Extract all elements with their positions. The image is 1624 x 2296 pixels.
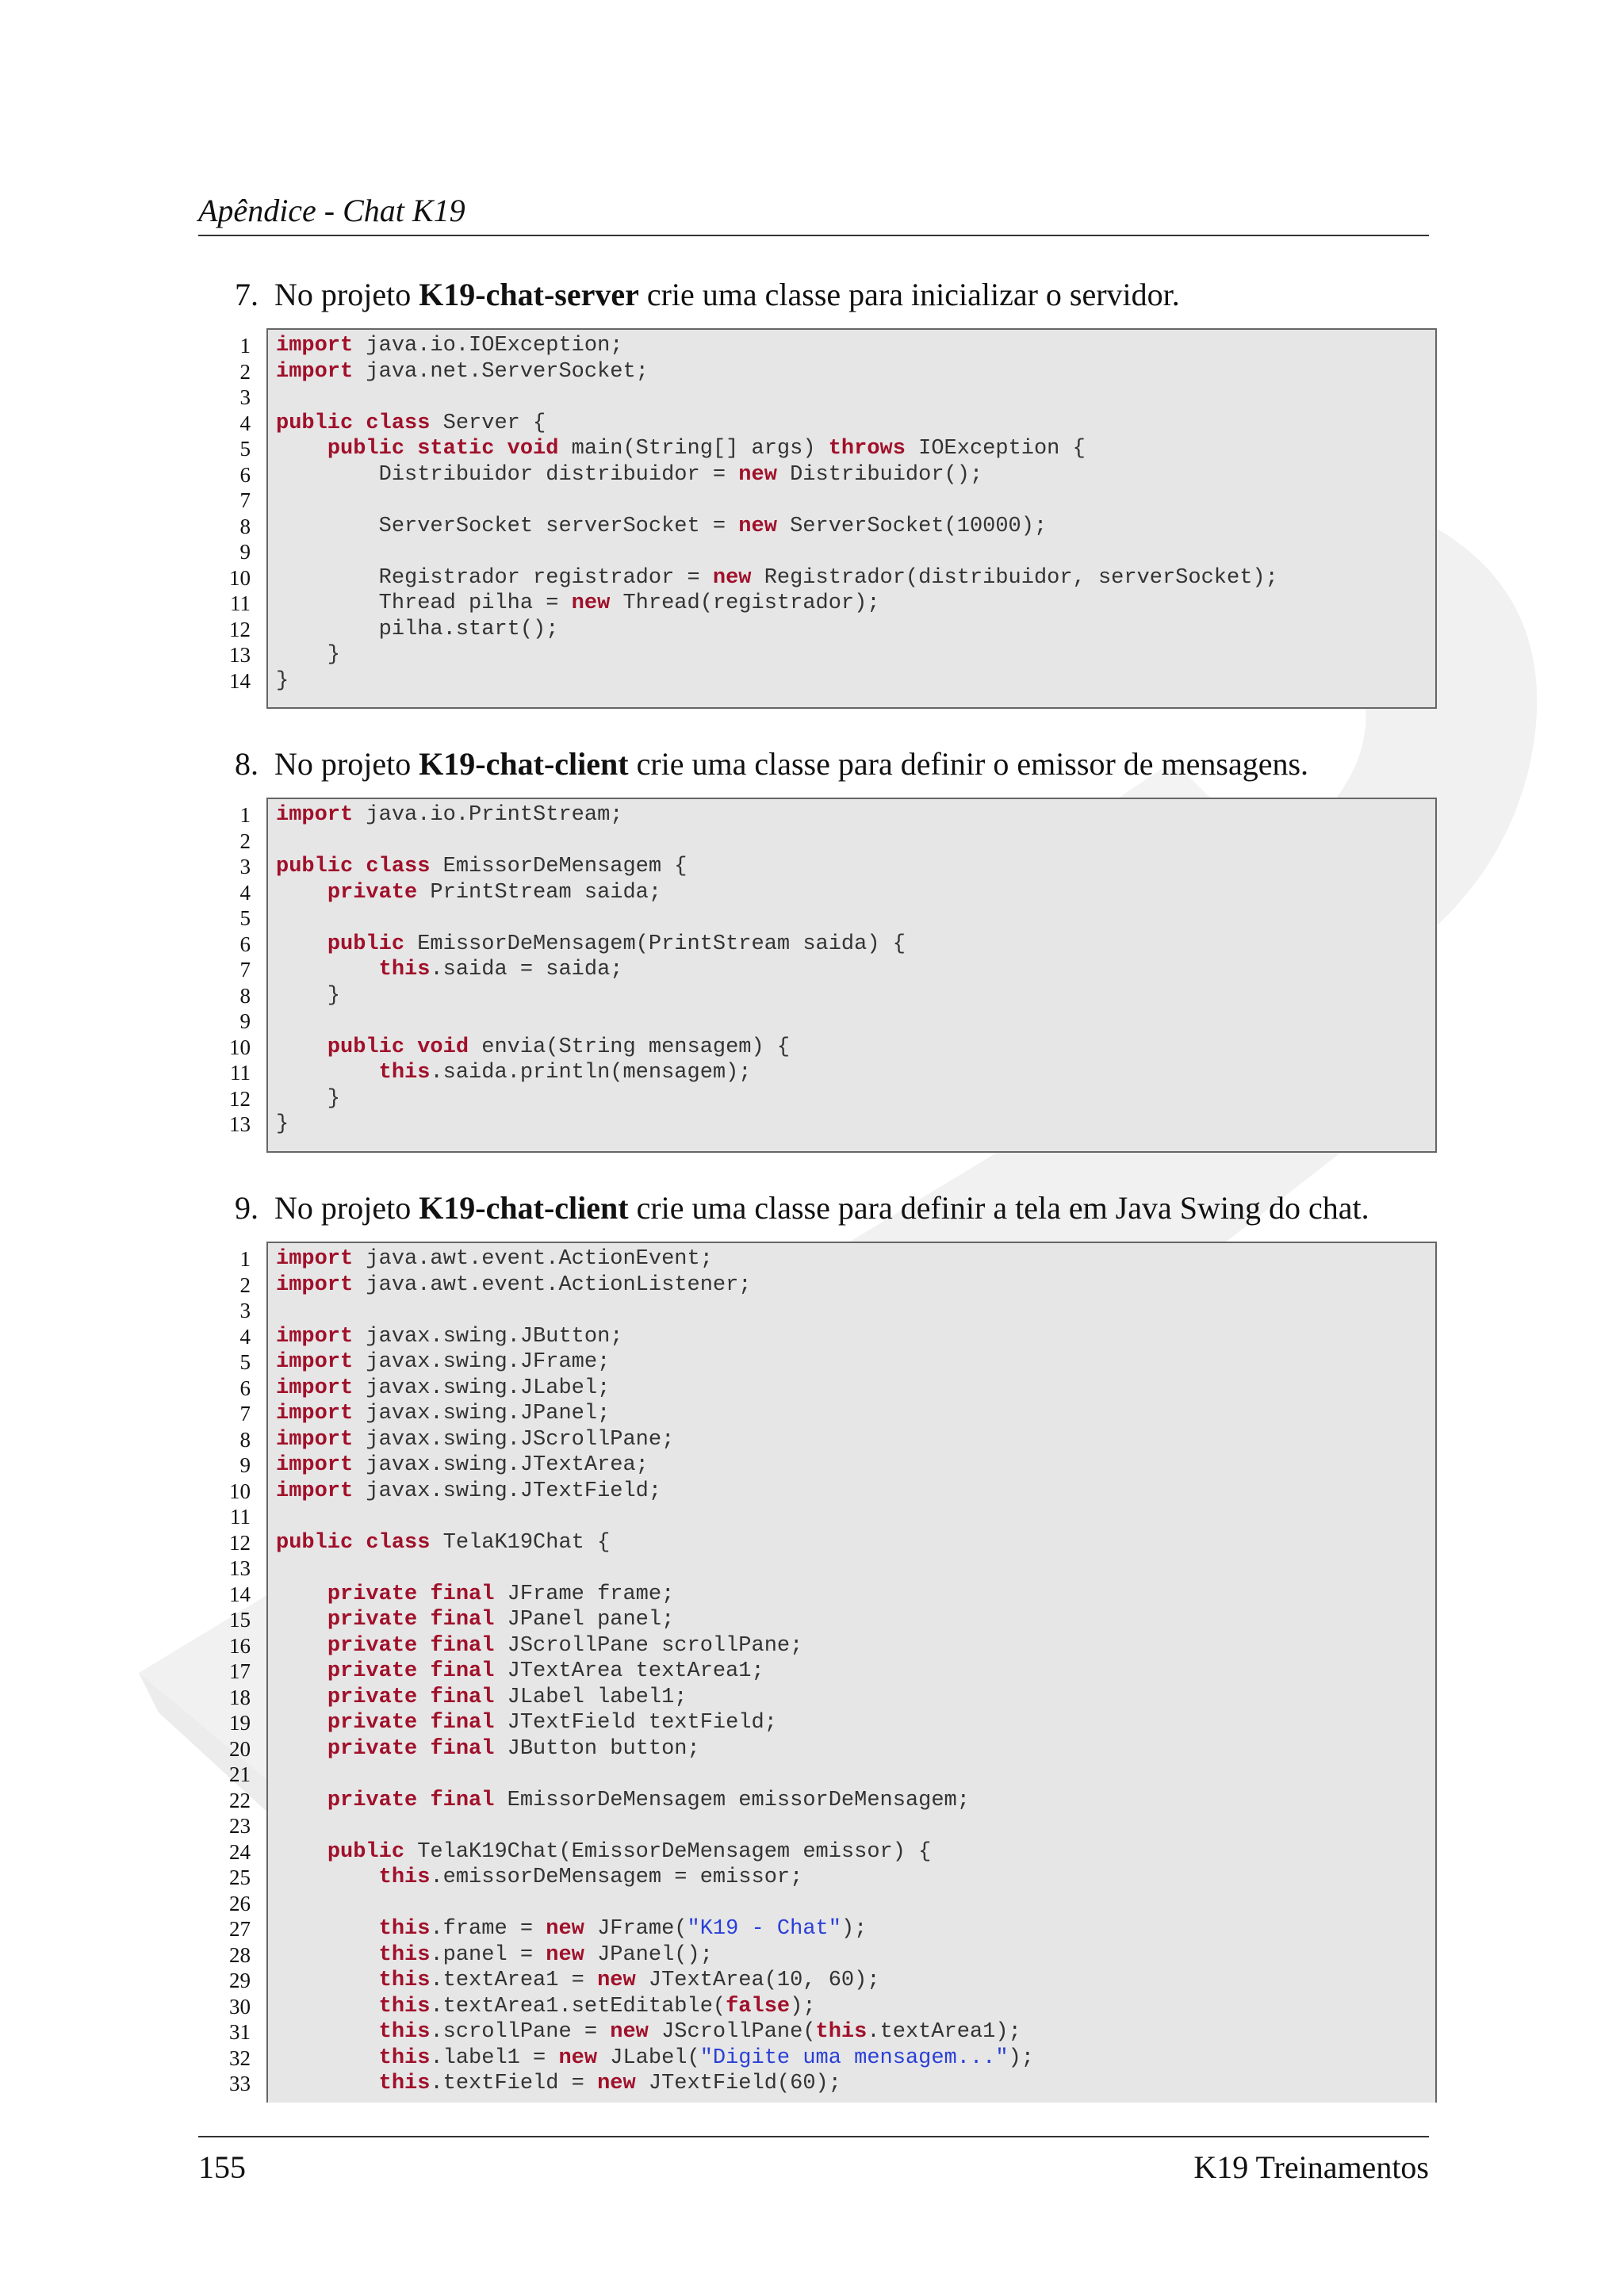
line-number: 8 <box>239 983 251 1008</box>
code-line <box>198 802 1438 828</box>
code-text: ServerSocket serverSocket = new ServerSocket(10000); <box>276 514 1048 538</box>
line-number: 13 <box>229 643 251 667</box>
footer-brand: K19 Treinamentos <box>1193 2149 1429 2185</box>
line-number: 10 <box>229 565 251 590</box>
code-text: public EmissorDeMensagem(PrintStream saida) { <box>327 932 906 956</box>
code-line <box>198 436 1438 462</box>
code-text: private PrintStream saida; <box>327 880 662 905</box>
line-number: 7 <box>239 958 251 982</box>
code-line <box>198 1582 1438 1608</box>
code-text: this.textArea1.setEditable(false); <box>378 1994 816 2019</box>
line-number: 18 <box>229 1685 251 1709</box>
code-text: import javax.swing.JFrame; <box>276 1350 611 1374</box>
item-text-after: crie uma classe para definir o emissor de mensagens. <box>628 746 1309 782</box>
code-line <box>198 1942 1438 1969</box>
code-text: Registrador registrador = new Registrador(distribuidor, serverSocket); <box>276 565 1278 590</box>
code-text: } <box>276 1086 341 1111</box>
code-line <box>198 1246 1438 1272</box>
code-text: this.emissorDeMensagem = emissor; <box>378 1866 803 1889</box>
line-number: 6 <box>239 932 251 956</box>
code-text: } <box>276 983 341 1008</box>
line-number: 15 <box>229 1608 251 1632</box>
running-header: Apêndice - Chat K19 <box>198 193 465 228</box>
code-line <box>198 983 1438 1009</box>
item-project-name: K19-chat-client <box>419 1190 629 1226</box>
line-number: 2 <box>239 1272 251 1297</box>
code-line <box>198 1865 1438 1891</box>
line-number: 23 <box>229 1814 251 1838</box>
page-number: 155 <box>198 2149 246 2185</box>
code-text: import java.awt.event.ActionEvent; <box>276 1247 713 1271</box>
line-number: 17 <box>229 1659 251 1683</box>
code-line <box>198 1556 1438 1582</box>
exercise-item-9 <box>235 1188 1369 1229</box>
item-text-before: No projeto <box>274 277 419 312</box>
code-line <box>198 617 1438 643</box>
code-text: } <box>276 643 341 667</box>
code-text: import javax.swing.JPanel; <box>276 1402 611 1425</box>
line-number: 9 <box>239 1453 251 1477</box>
line-number: 25 <box>229 1866 251 1889</box>
line-number: 30 <box>229 1994 251 2019</box>
line-number: 4 <box>239 880 251 905</box>
code-text: } <box>276 1112 289 1136</box>
code-text: import java.net.ServerSocket; <box>276 359 649 384</box>
code-line <box>198 1060 1438 1086</box>
line-number: 6 <box>239 1376 251 1400</box>
line-number: 32 <box>229 2045 251 2070</box>
code-line <box>198 1376 1438 1402</box>
code-line <box>198 1736 1438 1762</box>
line-number: 16 <box>229 1633 251 1658</box>
code-line <box>198 1427 1438 1453</box>
code-line <box>198 385 1438 411</box>
exercise-item-8 <box>235 744 1308 785</box>
line-number: 28 <box>229 1942 251 1967</box>
code-text: import javax.swing.JLabel; <box>276 1376 611 1400</box>
code-line <box>198 1008 1438 1035</box>
code-line <box>198 1607 1438 1633</box>
line-number: 3 <box>239 385 251 409</box>
line-number: 12 <box>229 1530 251 1555</box>
line-number: 7 <box>239 1402 251 1425</box>
exercise-item-7 <box>235 274 1180 316</box>
line-number: 21 <box>229 1762 251 1786</box>
footer-rule <box>198 2136 1429 2137</box>
code-line <box>198 565 1438 591</box>
code-line <box>198 1762 1438 1788</box>
code-text: Distribuidor distribuidor = new Distribuidor(); <box>276 462 983 487</box>
item-project-name: K19-chat-client <box>419 746 629 782</box>
code-text: public TelaK19Chat(EmissorDeMensagem emissor) { <box>327 1839 932 1864</box>
item-text-before: No projeto <box>274 746 419 782</box>
code-line <box>198 668 1438 695</box>
code-line <box>198 1891 1438 1917</box>
line-number: 1 <box>239 1247 251 1271</box>
code-line <box>198 880 1438 906</box>
code-line <box>198 1086 1438 1112</box>
code-line <box>198 1272 1438 1299</box>
code-line <box>198 1349 1438 1376</box>
code-text: this.textField = new JTextField(60); <box>378 2072 841 2095</box>
line-number: 31 <box>229 2020 251 2044</box>
code-text: private final JLabel label1; <box>327 1685 688 1709</box>
line-number: 4 <box>239 1324 251 1349</box>
item-text-before: No projeto <box>274 1190 419 1226</box>
line-number: 8 <box>239 1427 251 1452</box>
line-number: 33 <box>229 2072 251 2095</box>
item-text-after: crie uma classe para definir a tela em Java Swing do chat. <box>628 1190 1369 1226</box>
code-text: private final EmissorDeMensagem emissorDeMensagem; <box>327 1788 970 1812</box>
code-line <box>198 957 1438 983</box>
code-text: pilha.start(); <box>276 617 559 641</box>
line-number: 4 <box>239 411 251 435</box>
code-line <box>198 359 1438 385</box>
code-line <box>198 1659 1438 1685</box>
code-line <box>198 1788 1438 1814</box>
code-line <box>198 514 1438 540</box>
code-line <box>198 333 1438 359</box>
code-line <box>198 1504 1438 1530</box>
header-rule <box>198 235 1429 236</box>
code-line <box>198 591 1438 617</box>
code-line <box>198 488 1438 514</box>
code-text: public void envia(String mensagem) { <box>327 1035 791 1059</box>
code-text: import java.awt.event.ActionListener; <box>276 1272 752 1297</box>
code-line <box>198 1112 1438 1138</box>
code-text: Thread pilha = new Thread(registrador); <box>276 591 880 615</box>
code-line <box>198 1401 1438 1427</box>
document-page <box>198 0 1429 2296</box>
code-line <box>198 1813 1438 1839</box>
line-number: 12 <box>229 1086 251 1111</box>
code-line <box>198 411 1438 437</box>
code-line <box>198 1710 1438 1736</box>
line-number: 13 <box>229 1112 251 1136</box>
line-number: 10 <box>229 1035 251 1059</box>
line-number: 9 <box>239 1009 251 1033</box>
line-number: 11 <box>230 1061 251 1085</box>
line-number: 1 <box>239 803 251 827</box>
code-line <box>198 854 1438 880</box>
line-number: 14 <box>229 668 251 693</box>
code-text: this.frame = new JFrame("K19 - Chat"); <box>378 1917 868 1941</box>
line-number: 19 <box>229 1711 251 1735</box>
code-line <box>198 642 1438 668</box>
code-listing-tela-chat <box>198 1242 1438 2103</box>
code-text: this.saida = saida; <box>378 958 623 982</box>
code-line <box>198 932 1438 958</box>
code-line <box>198 1452 1438 1479</box>
line-number: 27 <box>229 1917 251 1941</box>
item-number: 8. <box>235 746 259 782</box>
code-line <box>198 1839 1438 1866</box>
line-number: 24 <box>229 1839 251 1864</box>
code-text: private final JFrame frame; <box>327 1582 675 1606</box>
line-number: 7 <box>239 488 251 512</box>
item-text-after: crie uma classe para inicializar o servidor. <box>638 277 1180 312</box>
code-text: this.textArea1 = new JTextArea(10, 60); <box>378 1969 880 1992</box>
code-line <box>198 828 1438 855</box>
code-text: import java.io.PrintStream; <box>276 803 623 827</box>
code-line <box>198 1479 1438 1505</box>
code-text: this.label1 = new JLabel("Digite uma mensagem..."); <box>378 2045 1034 2070</box>
item-number: 9. <box>235 1190 259 1226</box>
code-text: private final JTextField textField; <box>327 1711 777 1735</box>
code-line <box>198 1298 1438 1324</box>
code-text: public class Server { <box>276 411 546 435</box>
item-project-name: K19-chat-server <box>419 277 639 312</box>
code-text: this.scrollPane = new JScrollPane(this.textArea1); <box>378 2020 1021 2044</box>
code-text: import javax.swing.JTextField; <box>276 1479 662 1503</box>
code-line <box>198 1916 1438 1942</box>
line-number: 3 <box>239 1299 251 1322</box>
line-number: 13 <box>229 1556 251 1580</box>
line-number: 10 <box>229 1479 251 1503</box>
line-number: 5 <box>239 1350 251 1374</box>
code-line <box>198 1035 1438 1061</box>
code-text: import javax.swing.JTextArea; <box>276 1453 649 1477</box>
line-number: 9 <box>239 540 251 564</box>
code-line <box>198 2071 1438 2097</box>
line-number: 11 <box>230 591 251 615</box>
code-line <box>198 1530 1438 1556</box>
code-text: private final JButton button; <box>327 1736 700 1761</box>
code-line <box>198 462 1438 488</box>
code-line <box>198 1324 1438 1350</box>
code-line <box>198 1968 1438 1994</box>
code-text: } <box>276 668 289 693</box>
line-number: 5 <box>239 906 251 930</box>
code-line <box>198 1633 1438 1659</box>
line-number: 3 <box>239 855 251 878</box>
line-number: 2 <box>239 828 251 853</box>
code-line <box>198 1685 1438 1711</box>
code-text: import javax.swing.JScrollPane; <box>276 1427 675 1452</box>
line-number: 8 <box>239 514 251 538</box>
code-line <box>198 2019 1438 2045</box>
code-text: import javax.swing.JButton; <box>276 1324 623 1349</box>
line-number: 1 <box>239 334 251 358</box>
code-text: public class EmissorDeMensagem { <box>276 855 688 878</box>
line-number: 22 <box>229 1788 251 1812</box>
line-number: 29 <box>229 1969 251 1992</box>
code-line <box>198 905 1438 932</box>
code-text: public static void main(String[] args) throws IOException { <box>327 437 1086 461</box>
code-line <box>198 539 1438 565</box>
code-text: private final JScrollPane scrollPane; <box>327 1633 803 1658</box>
code-text: public class TelaK19Chat { <box>276 1530 611 1555</box>
code-text: this.panel = new JPanel(); <box>378 1942 713 1967</box>
code-text: this.saida.println(mensagem); <box>378 1061 752 1085</box>
line-number: 20 <box>229 1736 251 1761</box>
code-listing-emissor <box>198 798 1438 1153</box>
code-text: private final JPanel panel; <box>327 1608 675 1632</box>
line-number: 2 <box>239 359 251 384</box>
line-number: 6 <box>239 462 251 487</box>
line-number: 11 <box>230 1505 251 1529</box>
code-line <box>198 2045 1438 2072</box>
code-text: private final JTextArea textArea1; <box>327 1659 764 1683</box>
code-text: import java.io.IOException; <box>276 334 623 358</box>
line-number: 26 <box>229 1891 251 1915</box>
code-listing-server <box>198 328 1438 709</box>
line-number: 14 <box>229 1582 251 1606</box>
code-line <box>198 1994 1438 2020</box>
line-number: 5 <box>239 437 251 461</box>
item-number: 7. <box>235 277 259 312</box>
line-number: 12 <box>229 617 251 641</box>
